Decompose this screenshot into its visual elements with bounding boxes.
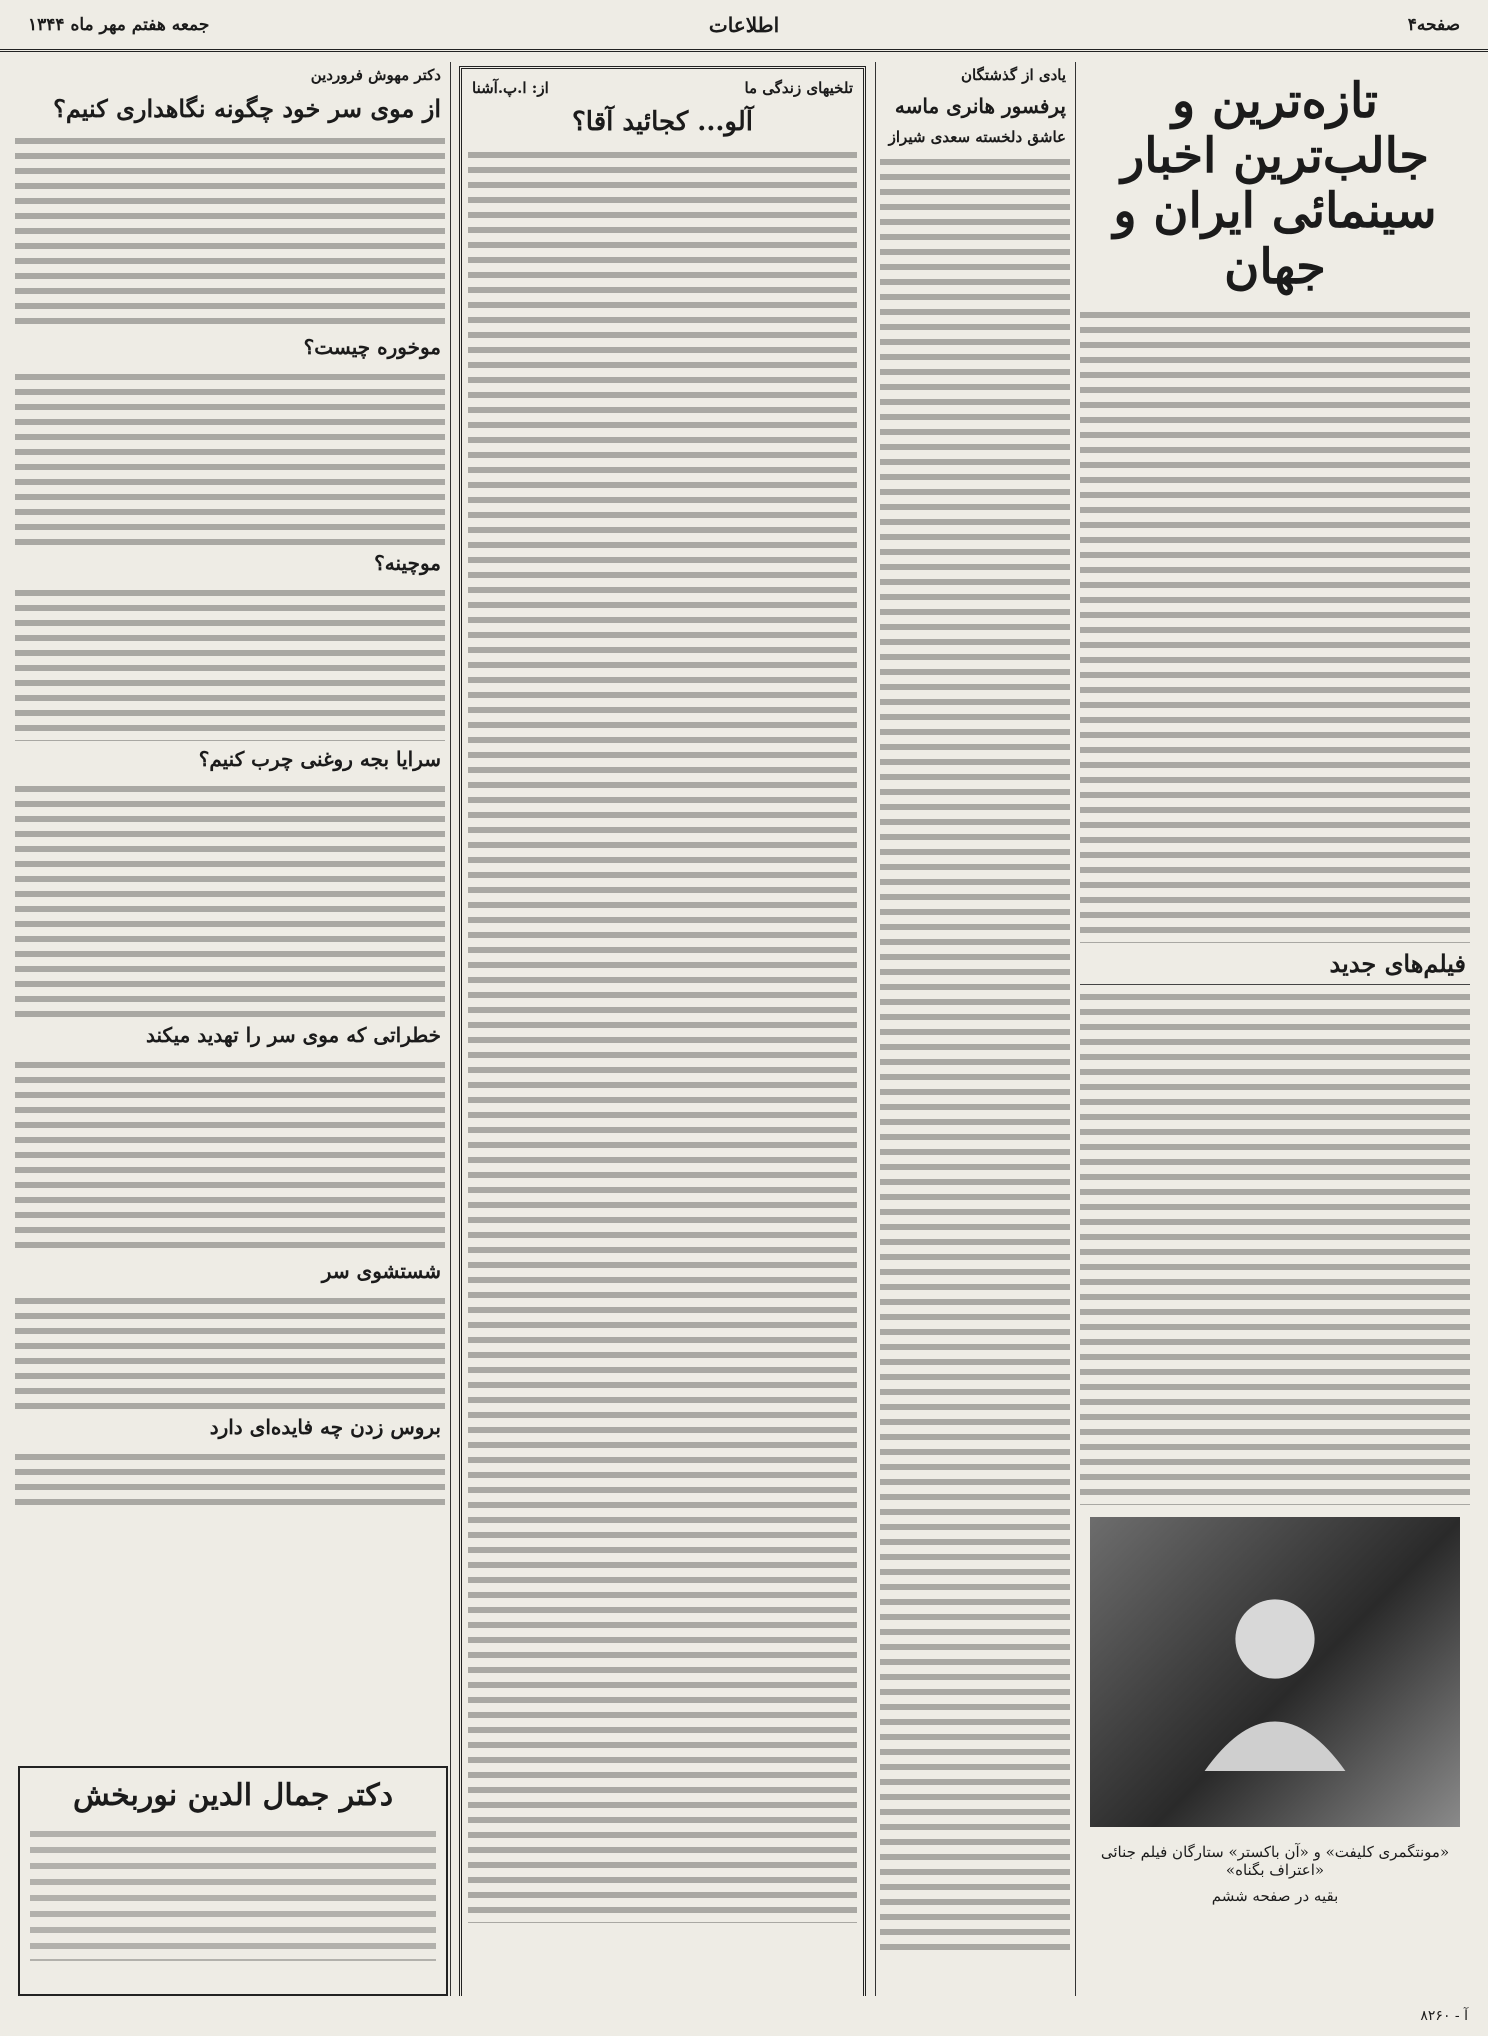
- doctor-advertisement: [18, 1766, 448, 1996]
- article-subhead: شستشوی سر: [321, 1259, 441, 1283]
- film-photo: [1090, 1517, 1460, 1827]
- page-header: [0, 0, 1488, 52]
- paper-name: اطلاعات: [708, 12, 780, 37]
- kicker: یادی از گذشتگان: [961, 66, 1066, 84]
- article-headline: پرفسور هانری ماسه: [894, 94, 1066, 118]
- article-body: [15, 365, 445, 545]
- issue-date: جمعه هفتم مهر ماه ۱۳۴۴: [28, 14, 210, 35]
- article-body: [15, 1445, 445, 1505]
- article-body: [15, 129, 445, 329]
- article-body: [15, 1053, 445, 1253]
- continued-note: بقیه در صفحه ششم: [1211, 1886, 1339, 1905]
- byline: از: ا.پ.آشنا: [472, 79, 549, 97]
- column-rule: [1075, 62, 1076, 1996]
- article-body: [880, 150, 1070, 1950]
- article-subhead: خطراتی که موی سر را تهدید میکند: [146, 1023, 441, 1047]
- article-body: [1080, 303, 1470, 943]
- portrait-icon: [1165, 1562, 1385, 1782]
- article-body: [1080, 985, 1470, 1505]
- footer-code: آ - ۸۲۶۰: [1420, 2008, 1468, 2024]
- article-subhead: موخوره چیست؟: [303, 335, 441, 359]
- article-subhead: عاشق دلخسته سعدی شیراز: [888, 128, 1066, 146]
- article-body: [15, 581, 445, 741]
- article-body: [468, 143, 857, 1923]
- ad-body: [30, 1821, 436, 1961]
- kicker: تلخیهای زندگی ما: [744, 79, 853, 97]
- cinema-news-column: [1080, 62, 1470, 1996]
- photo-caption: «مونتگمری کلیفت» و «آن باکستر» ستارگان فیلم جنائی «اعتراف بگناه»: [1100, 1842, 1450, 1879]
- article-subhead: سرایا بجه روغنی چرب کنیم؟: [198, 747, 441, 771]
- column-rule: [875, 62, 876, 1996]
- new-films-heading: فیلم‌های جدید: [1080, 943, 1470, 985]
- column-rule: [450, 62, 451, 1996]
- article-headline: از موی سر خود چگونه نگاهداری کنیم؟: [53, 94, 441, 123]
- byline: دکتر مهوش فروردین: [310, 66, 441, 84]
- page-label: صفحه۴: [1407, 14, 1460, 35]
- article-headline: آلو... کجائید آقا؟: [571, 107, 754, 137]
- article-kicker-row: [468, 75, 857, 101]
- hair-care-column: [15, 62, 445, 1756]
- doctor-name: دکتر جمال الدین نوربخش: [72, 1778, 394, 1813]
- cinema-headline: تازه‌ترین و جالب‌ترین اخبار سینمائی ایران و جهان: [1113, 73, 1437, 295]
- article-subhead: بروس زدن چه فایده‌ای دارد: [209, 1415, 441, 1439]
- massé-column: [880, 62, 1070, 1996]
- article-subhead: موچینه؟: [374, 551, 441, 575]
- article-body: [15, 1289, 445, 1409]
- telephone-article-column: [455, 62, 870, 1996]
- article-body: [15, 777, 445, 1017]
